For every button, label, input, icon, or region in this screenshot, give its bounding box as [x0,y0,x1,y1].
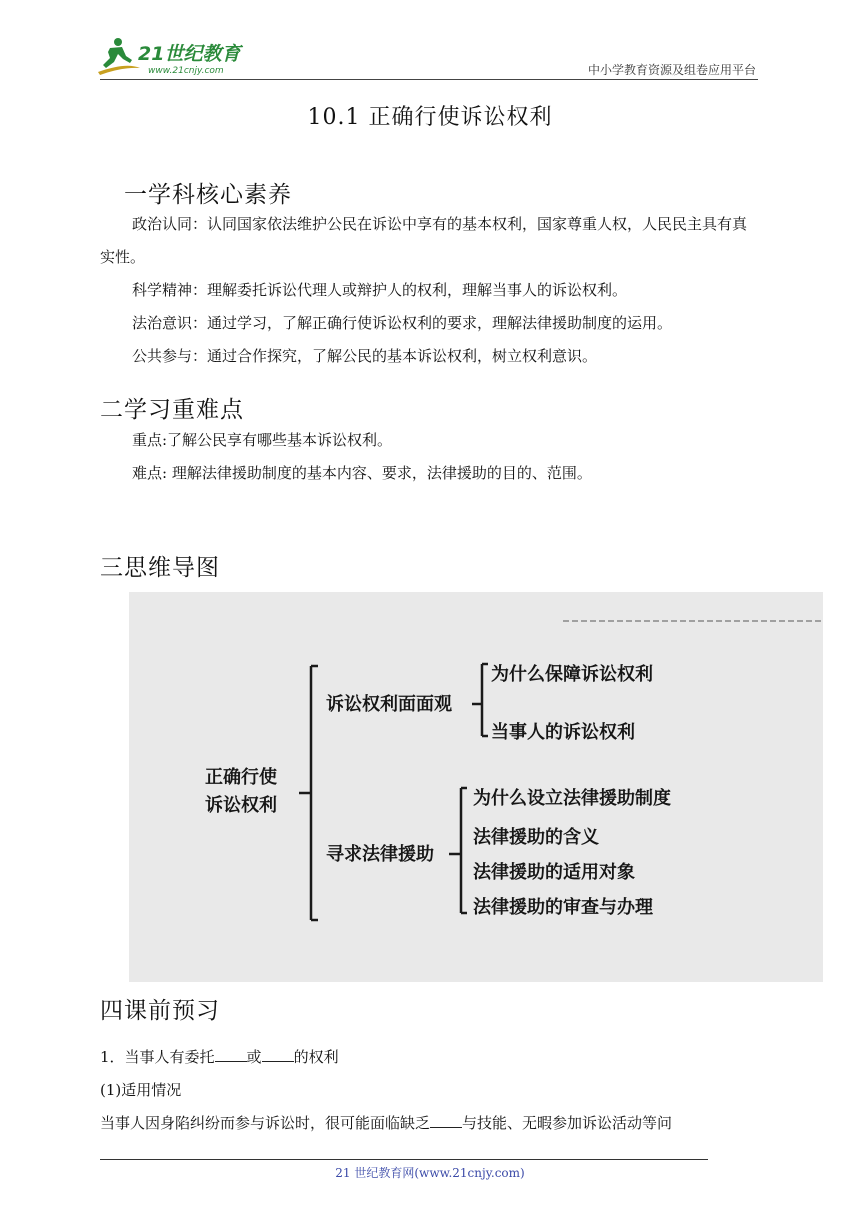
mind-map-diagram [129,592,823,982]
site-logo [96,34,266,78]
question-text: 或 [246,1048,262,1066]
fill-blank[interactable] [430,1115,462,1128]
mind-map-branch-legal-aid: 寻求法律援助 [326,844,434,865]
fill-blank[interactable] [215,1049,247,1062]
mind-map [129,592,823,982]
question-text: 1．当事人有委托 [100,1048,215,1066]
section-heading-preview: 四课前预习 [100,998,220,1024]
mind-map-node: 为什么设立法律援助制度 [473,788,671,809]
runner-icon [98,38,140,75]
mind-map-node: 为什么保障诉讼权利 [491,664,653,685]
mind-map-node: 当事人的诉讼权利 [491,722,635,743]
key-points-list [100,424,760,490]
preview-paragraph [100,1107,760,1140]
header-divider [100,79,758,80]
section-heading-core-literacy: 一学科核心素养 [124,182,292,208]
mind-map-node: 法律援助的含义 [473,827,599,848]
key-point-item: 难点: 理解法律援助制度的基本内容、要求，法律援助的目的、范围。 [132,464,592,482]
logo-url: www.21cnjy.com [148,66,224,76]
preview-subheading: (1)适用情况 [100,1081,182,1099]
paragraph-text: 当事人因身陷纠纷而参与诉讼时，很可能面临缺乏 [100,1114,431,1132]
preview-content [100,1041,760,1140]
section-heading-key-points: 二学习重难点 [100,397,244,423]
core-literacy-item: 法治意识：通过学习，了解正确行使诉讼权利的要求，理解法律援助制度的运用。 [132,314,673,332]
logo-text: 21世纪教育 [138,43,241,65]
core-literacy-item: 公共参与：通过合作探究，了解公民的基本诉讼权利，树立权利意识。 [132,347,598,365]
mind-map-node: 法律援助的适用对象 [473,862,635,883]
core-literacy-item: 科学精神：理解委托诉讼代理人或辩护人的权利，理解当事人的诉讼权利。 [132,281,628,299]
key-point-item: 重点:了解公民享有哪些基本诉讼权利。 [132,431,393,449]
paragraph-text: 与技能、无暇参加诉讼活动等问 [462,1114,673,1132]
fill-blank[interactable] [262,1049,294,1062]
question-text: 的权利 [293,1048,339,1066]
preview-question-1 [100,1041,760,1074]
footer-divider [100,1159,708,1160]
section-heading-mind-map: 三思维导图 [100,555,220,581]
mind-map-branch-rights: 诉讼权利面面观 [326,694,452,715]
document-title: 10.1 正确行使诉讼权利 [307,105,553,130]
core-literacy-item: 政治认同：认同国家依法维护公民在诉讼中享有的基本权利，国家尊重人权，人民民主具有真实性。 [100,215,748,266]
mind-map-node: 法律援助的审查与办理 [473,897,653,918]
mind-map-root-line1: 正确行使 [205,767,277,788]
footer-text[interactable]: 21 世纪教育网(www.21cnjy.com) [335,1166,525,1180]
mind-map-root-line2: 诉讼权利 [205,795,277,816]
core-literacy-list [100,208,760,373]
platform-label: 中小学教育资源及组卷应用平台 [587,63,756,77]
